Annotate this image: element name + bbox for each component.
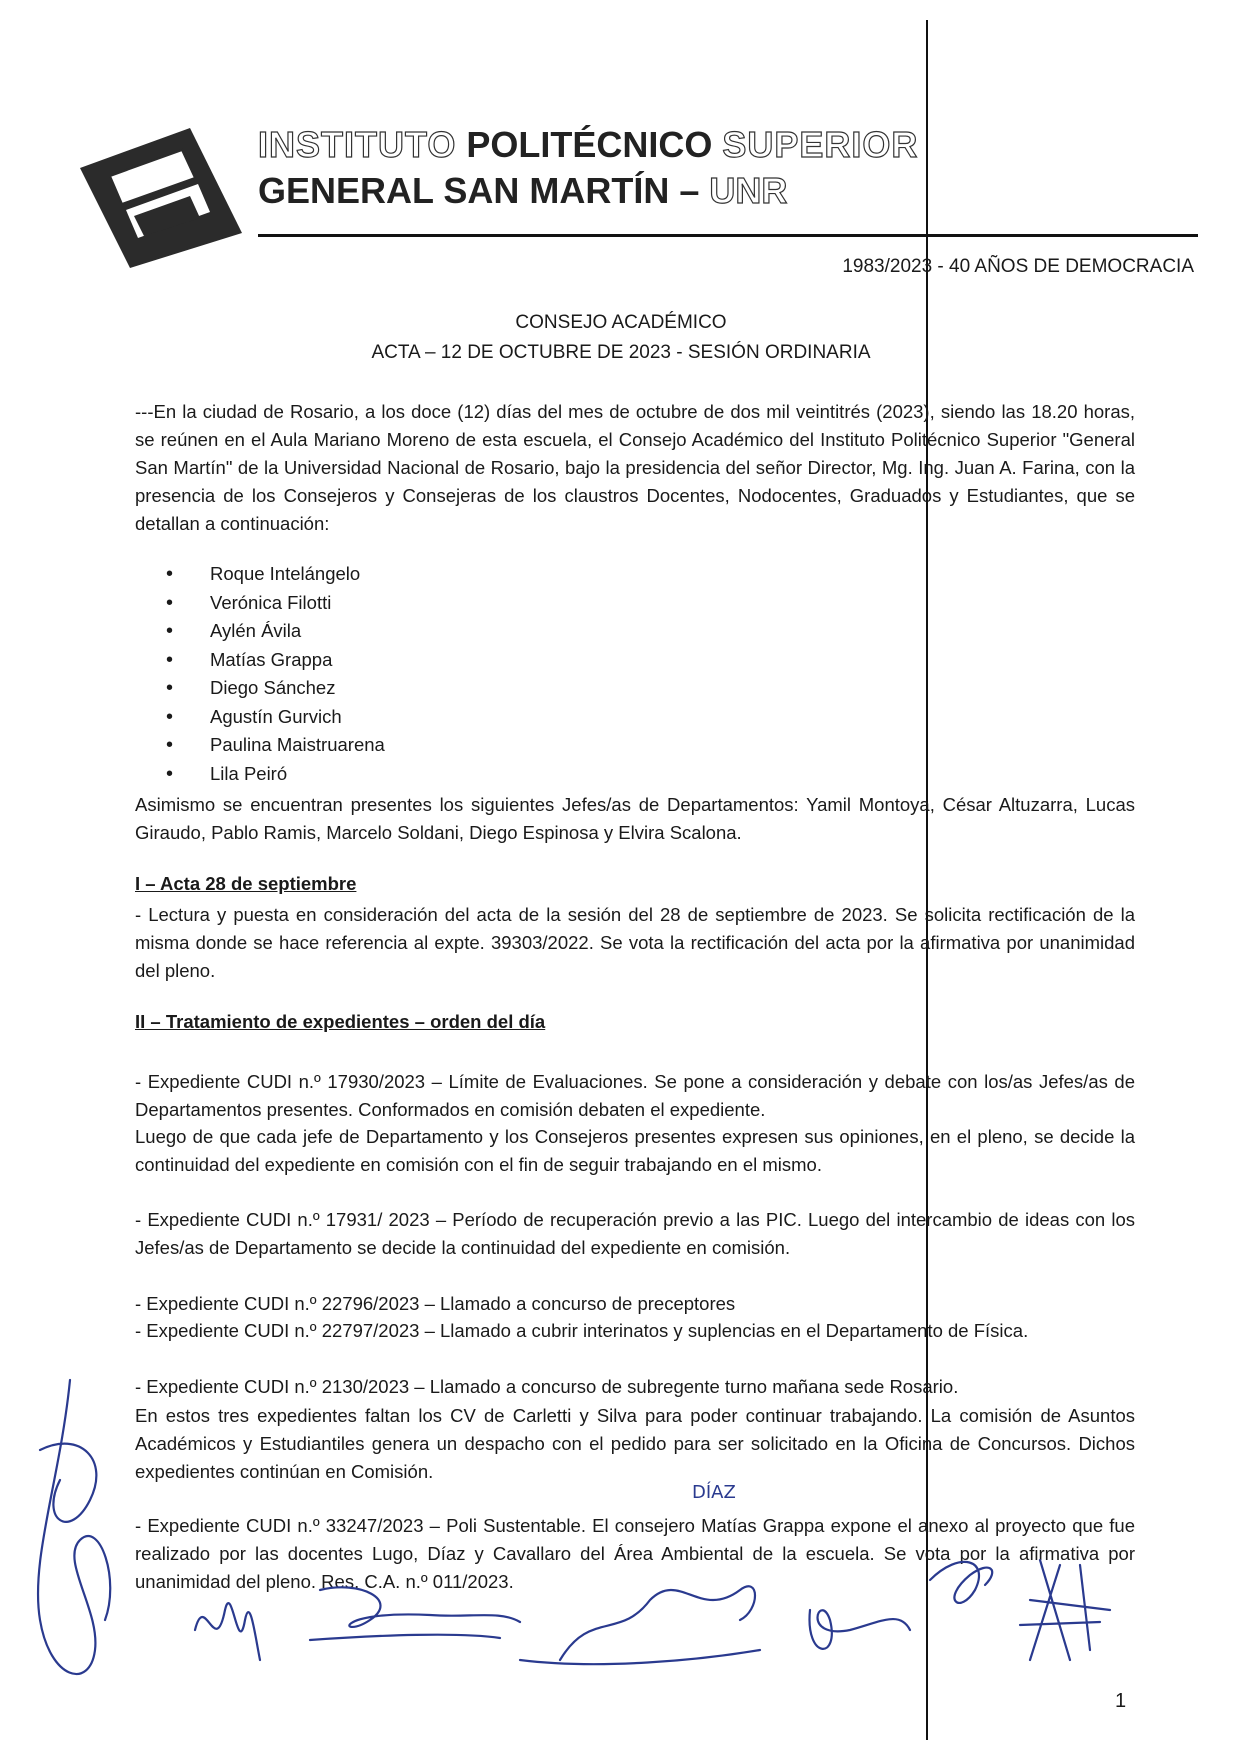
expediente-17931: - Expediente CUDI n.º 17931/ 2023 – Período de recuperación previo a las PIC. Luego del intercambio de ideas con los Jefes/as de Departamento se decide la continuidad del expediente en comisión. — [135, 1209, 1135, 1258]
list-item: • Lila Peiró — [158, 760, 385, 789]
institute-word-general-san-martin: GENERAL SAN MARTÍN – — [258, 170, 700, 211]
section-2-title: II – Tratamiento de expedientes – orden del día — [135, 1011, 546, 1032]
institute-name — [258, 122, 918, 214]
expediente-2130: - Expediente CUDI n.º 2130/2023 – Llamado a concurso de subregente turno mañana sede Rosario. — [135, 1376, 959, 1397]
section-1-text: - Lectura y puesta en consideración del acta de la sesión del 28 de septiembre de 2023. Se solicita rectificación de la misma donde se hace referencia al expte. 39303/2022. Se vota la rectificación del acta por la afirmativa por unanimidad del pleno. — [135, 904, 1135, 981]
list-item: • Matías Grappa — [158, 646, 385, 675]
list-item: • Aylén Ávila — [158, 617, 385, 646]
expediente-22797: - Expediente CUDI n.º 22797/2023 – Llamado a cubrir interinatos y suplencias en el Departamento de Física. — [135, 1320, 1029, 1341]
expediente-33247: - Expediente CUDI n.º 33247/2023 – Poli Sustentable. El consejero Matías Grappa expone el anexo al proyecto que fue realizado por las docentes Lugo, Díaz y Cavallaro del Área Ambiental de la escuela. Se vota por la afirmativa por unanimidad del pleno. Res. C.A. n.º 011/2023. — [135, 1515, 1135, 1592]
institute-word-unr: UNR — [709, 170, 788, 211]
department-heads-paragraph: Asimismo se encuentran presentes los siguientes Jefes/as de Departamentos: Yamil Montoya, César Altuzarra, Lucas Giraudo, Pablo Ramis, Marcelo Soldani, Diego Espinosa y Elvira Scalona. — [135, 794, 1135, 843]
expedientes-note: En estos tres expedientes faltan los CV de Carletti y Silva para poder continuar trabajando. La comisión de Asuntos Académicos y Estudiantiles genera un despacho con el pedido para ser solicitado en la Oficina de Concursos. Dichos expedientes continúan en Comisión. — [135, 1405, 1135, 1482]
acta-title: ACTA – 12 DE OCTUBRE DE 2023 - SESIÓN ORDINARIA — [371, 342, 871, 363]
expediente-22796: - Expediente CUDI n.º 22796/2023 – Llamado a concurso de preceptores — [135, 1293, 736, 1314]
institute-word-instituto: INSTITUTO — [258, 124, 457, 165]
section-1-title: I – Acta 28 de septiembre — [135, 873, 357, 894]
expediente-17930-continuation: Luego de que cada jefe de Departamento y los Consejeros presentes expresen sus opiniones, en el pleno, se decide la continuidad del expediente en comisión con el fin de seguir trabajando en el mismo. — [135, 1126, 1135, 1175]
institute-logo — [70, 128, 242, 268]
motto: 1983/2023 - 40 AÑOS DE DEMOCRACIA — [842, 256, 1194, 277]
council-title: CONSEJO ACADÉMICO — [515, 312, 727, 333]
institute-word-superior: SUPERIOR — [722, 124, 919, 165]
list-item: • Diego Sánchez — [158, 674, 385, 703]
institute-word-politecnico: POLITÉCNICO — [466, 124, 713, 165]
signatures — [0, 1360, 1242, 1755]
list-item: • Verónica Filotti — [158, 589, 385, 618]
list-item: • Paulina Maistruarena — [158, 731, 385, 760]
expediente-17930: - Expediente CUDI n.º 17930/2023 – Límite de Evaluaciones. Se pone a consideración y debate con los/as Jefes/as de Departamentos presentes. Conformados en comisión debaten el expediente. — [135, 1071, 1135, 1120]
handwritten-correction: DÍAZ — [692, 1482, 736, 1503]
list-item: • Agustín Gurvich — [158, 703, 385, 732]
intro-paragraph: ---En la ciudad de Rosario, a los doce (12) días del mes de octubre de dos mil veintitrés (2023), siendo las 18.20 horas, se reúnen en el Aula Mariano Moreno de esta escuela, el Consejo Académico del Instituto Politécnico Superior "General San Martín" de la Universidad Nacional de Rosario, bajo la presidencia del señor Director, Mg. Ing. Juan A. Farina, con la presencia de los Consejeros y Consejeras de los claustros Docentes, Nodocentes, Graduados y Estudiantes, que se detallan a continuación: — [135, 401, 1135, 534]
page-number: 1 — [1115, 1690, 1127, 1712]
list-item: • Roque Intelángelo — [158, 560, 385, 589]
header-rule — [258, 234, 1198, 237]
members-list — [158, 560, 385, 788]
